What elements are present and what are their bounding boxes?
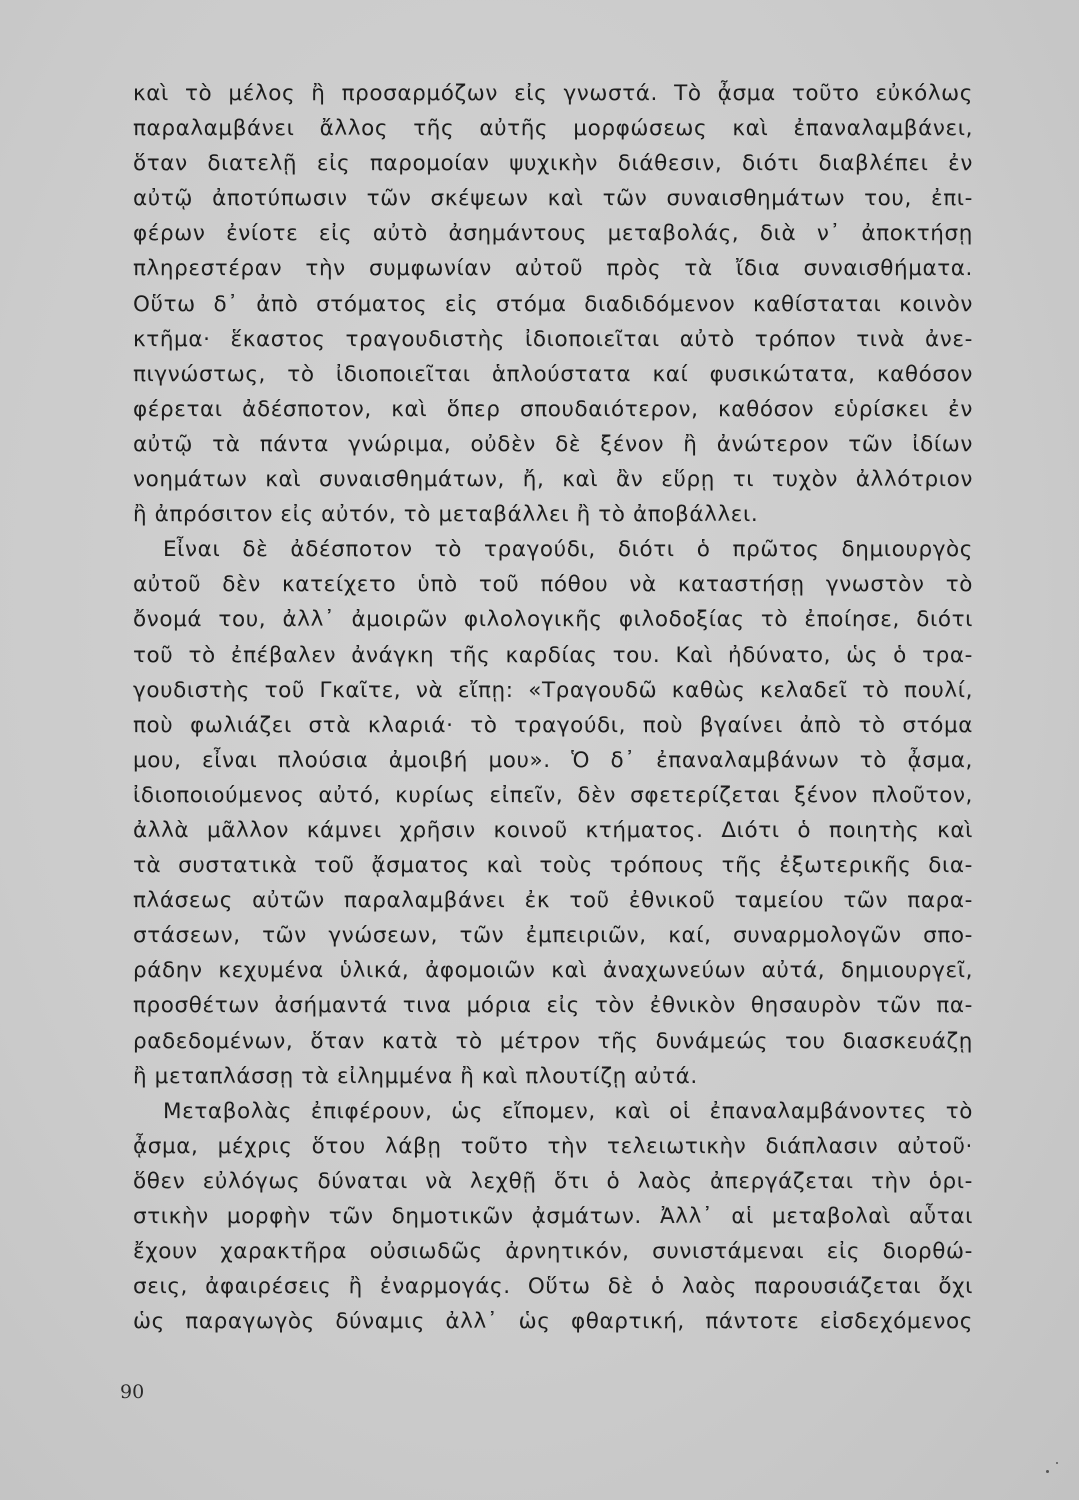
text-line-16: ὄνομά του, ἀλλ᾽ ἀμοιρῶν φιλολογικῆς φιλοδοξίας τὸ ἐποίησε, διότι: [133, 607, 973, 633]
text-line-19: ποὺ φωλιάζει στὰ κλαριά· τὸ τραγούδι, ποὺ βγαίνει ἀπὸ τὸ στόμα: [133, 712, 973, 738]
scan-speck: [1046, 1470, 1049, 1473]
text-line-17: τοῦ τὸ ἐπέβαλεν ἀνάγκη τῆς καρδίας του. Καὶ ἠδύνατο, ὡς ὁ τρα-: [133, 642, 973, 668]
text-line-23: τὰ συστατικὰ τοῦ ᾄσματος καὶ τοὺς τρόπους τῆς ἐξωτερικῆς δια-: [133, 853, 973, 879]
text-line-6: πληρεστέραν τὴν συμφωνίαν αὐτοῦ πρὸς τὰ ἴδια συναισθήματα.: [133, 256, 973, 282]
text-line-14: Εἶναι δὲ ἀδέσποτον τὸ τραγούδι, διότι ὁ πρῶτος δημιουργὸς: [163, 537, 973, 563]
text-line-30: Μεταβολὰς ἐπιφέρουν, ὡς εἴπομεν, καὶ οἱ ἐπαναλαμβάνοντες τὸ: [163, 1098, 973, 1124]
text-line-25: στάσεων, τῶν γνώσεων, τῶν ἐμπειριῶν, καί, συναρμολογῶν σπο-: [133, 923, 973, 949]
text-line-20: μου, εἶναι πλούσια ἀμοιβή μου». Ὁ δ᾽ ἐπαναλαμβάνων τὸ ᾆσμα,: [133, 747, 973, 773]
text-line-4: αὐτῷ ἀποτύπωσιν τῶν σκέψεων καὶ τῶν συναισθημάτων του, ἐπι-: [133, 186, 973, 212]
text-line-13: ἢ ἀπρόσιτον εἰς αὐτόν, τὸ μεταβάλλει ἢ τὸ ἀποβάλλει.: [133, 502, 759, 528]
text-line-10: φέρεται ἀδέσποτον, καὶ ὅπερ σπουδαιότερον, καθόσον εὑρίσκει ἐν: [133, 396, 973, 422]
text-line-8: κτῆμα· ἕκαστος τραγουδιστὴς ἰδιοποιεῖται αὐτὸ τρόπον τινὰ ἀνε-: [133, 326, 973, 352]
text-line-5: φέρων ἐνίοτε εἰς αὐτὸ ἀσημάντους μεταβολάς, διὰ ν᾽ ἀποκτήσῃ: [133, 221, 973, 247]
text-line-33: στικὴν μορφὴν τῶν δημοτικῶν ᾀσμάτων. Ἀλλ᾽ αἱ μεταβολαὶ αὗται: [133, 1204, 973, 1229]
scan-speck: [1056, 1462, 1058, 1464]
text-line-26: ράδην κεχυμένα ὑλικά, ἀφομοιῶν καὶ ἀναχωνεύων αὐτά, δημιουργεῖ,: [133, 958, 973, 984]
text-line-29: ἢ μεταπλάσσῃ τὰ εἰλημμένα ἢ καὶ πλουτίζῃ αὐτά.: [133, 1063, 698, 1089]
text-line-9: πιγνώστως, τὸ ἰδιοποιεῖται ἁπλούστατα καί φυσικώτατα, καθόσον: [133, 361, 973, 387]
text-line-1: καὶ τὸ μέλος ἢ προσαρμόζων εἰς γνωστά. Τὸ ᾆσμα τοῦτο εὐκόλως: [133, 81, 973, 106]
text-line-18: γουδιστὴς τοῦ Γκαῖτε, νὰ εἴπῃ: «Τραγουδῶ καθὼς κελαδεῖ τὸ πουλί,: [133, 677, 973, 703]
text-line-3: ὅταν διατελῇ εἰς παρομοίαν ψυχικὴν διάθεσιν, διότι διαβλέπει ἐν: [133, 151, 973, 177]
text-line-2: παραλαμβάνει ἄλλος τῆς αὐτῆς μορφώσεως καὶ ἐπαναλαμβάνει,: [133, 116, 973, 142]
text-line-35: σεις, ἀφαιρέσεις ἢ ἐναρμογάς. Οὕτω δὲ ὁ λαὸς παρουσιάζεται ὄχι: [133, 1274, 973, 1300]
text-line-32: ὅθεν εὐλόγως δύναται νὰ λεχθῇ ὅτι ὁ λαὸς ἀπεργάζεται τὴν ὁρι-: [133, 1168, 973, 1194]
text-line-12: νοημάτων καὶ συναισθημάτων, ἤ, καὶ ἂν εὕρῃ τι τυχὸν ἀλλότριον: [133, 467, 973, 493]
body-text: [133, 76, 973, 1339]
text-line-36: ὡς παραγωγὸς δύναμις ἀλλ᾽ ὡς φθαρτική, πάντοτε εἰσδεχόμενος: [133, 1309, 973, 1335]
text-line-7: Οὕτω δ᾽ ἀπὸ στόματος εἰς στόμα διαδιδόμενον καθίσταται κοινὸν: [133, 291, 973, 317]
text-line-28: ραδεδομένων, ὅταν κατὰ τὸ μέτρον τῆς δυνάμεώς του διασκευάζῃ: [133, 1028, 973, 1054]
text-line-15: αὐτοῦ δὲν κατείχετο ὑπὸ τοῦ πόθου νὰ καταστήσῃ γνωστὸν τὸ: [133, 572, 973, 598]
text-line-31: ᾆσμα, μέχρις ὅτου λάβῃ τοῦτο τὴν τελειωτικὴν διάπλασιν αὐτοῦ·: [133, 1133, 973, 1159]
text-line-11: αὐτῷ τὰ πάντα γνώριμα, οὐδὲν δὲ ξένον ἢ ἀνώτερον τῶν ἰδίων: [133, 431, 973, 457]
text-line-27: προσθέτων ἀσήμαντά τινα μόρια εἰς τὸν ἐθνικὸν θησαυρὸν τῶν πα-: [133, 993, 973, 1019]
text-line-24: πλάσεως αὐτῶν παραλαμβάνει ἐκ τοῦ ἐθνικοῦ ταμείου τῶν παρα-: [133, 888, 973, 914]
page-number: 90: [120, 1381, 145, 1403]
text-line-21: ἰδιοποιούμενος αὐτό, κυρίως εἰπεῖν, δὲν σφετερίζεται ξένον πλοῦτον,: [133, 782, 973, 808]
text-line-22: ἀλλὰ μᾶλλον κάμνει χρῆσιν κοινοῦ κτήματος. Διότι ὁ ποιητὴς καὶ: [133, 817, 973, 843]
text-line-34: ἔχουν χαρακτῆρα οὐσιωδῶς ἀρνητικόν, συνιστάμεναι εἰς διορθώ-: [133, 1239, 973, 1265]
